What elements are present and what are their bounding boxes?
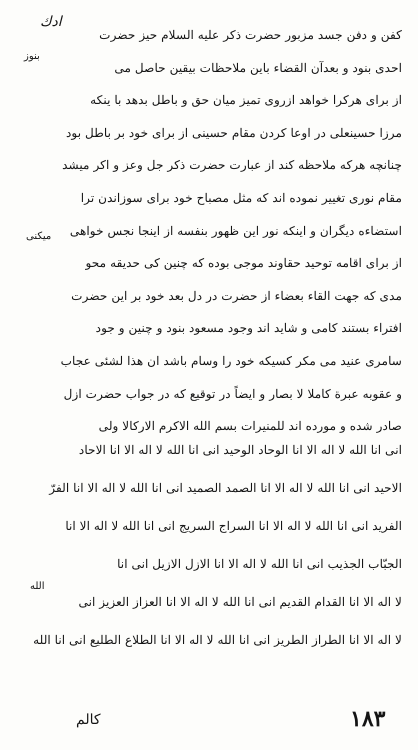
corner-note: ادك xyxy=(40,14,62,30)
margin-note: بنوز xyxy=(24,51,40,62)
text-line: لا اله الا انا الطراز الطریز انی انا الله لا اله الا انا الطلاع الطلیع انی انا الله xyxy=(33,633,402,648)
margin-note: میکنی xyxy=(26,231,52,242)
catchword: کالم xyxy=(76,712,101,728)
text-line: سامری عنید می مکر کسیکه خود را وسام باشد ان هذا لشئی عجاب xyxy=(60,353,402,368)
text-line: لا اله الا انا القدام القدیم انی انا الله لا اله الا انا العزاز العزیز انی xyxy=(78,595,402,610)
text-line: صادر شده و مورده اند للمنیرات بسم الله الاکرم الارکالا ولی xyxy=(98,419,402,434)
text-line: و عقوبه عبرة کاملا لا بصار و ایضاً در توقیع که در جواب حضرت ازل xyxy=(63,386,402,401)
text-line: الفرید انی انا الله لا اله الا انا السراج السریج انی انا الله لا اله الا انا xyxy=(65,519,402,534)
text-line: مرزا حسینعلی در اوعا کردن مقام حسینی از برای خود بر باطل بود xyxy=(65,125,402,140)
text-line: استضاءه دیگران و اینکه نور این ظهور بنفسه از اینجا نجس خواهی xyxy=(69,223,402,238)
text-line: الاحید انی انا الله لا اله الا انا الصمد الصمید انی انا الله لا اله الا انا الفرّ xyxy=(49,481,402,496)
text-line: کفن و دفن جسد مزبور حضرت ذکر علیه السلام حیز حضرت xyxy=(99,28,402,42)
text-line: الجبّاب الجذیب انی انا الله لا اله الا انا الازل الازیل انی انا xyxy=(117,557,402,572)
text-line: احدی بنود و بعدآن القضاء باین ملاحظات بیقین حاصل می xyxy=(114,60,402,75)
text-line: مدی که جهت القاء بعضاء از حضرت در دل بعد خود بر این حضرت xyxy=(71,288,402,303)
text-line: چنانچه هرکه ملاحظه کند از عبارت حضرت ذکر جل وعز و اکر میشد xyxy=(62,158,402,173)
text-body xyxy=(22,28,402,647)
text-line: از برای هرکرا خواهد ازروی تمیز میان حق و باطل بدهد با ینکه xyxy=(90,93,402,108)
text-line: انی انا الله لا اله الا انا الوحاد الوحید انی انا الله لا اله الا انا الاحاد xyxy=(78,443,402,458)
text-line: افتراء بستند کامی و شاید اند وجود مسعود بنود و چنین و جود xyxy=(95,321,402,336)
text-line: مقام نوری تغییر نموده اند که مثل مصباح خود برای سوزاندن ترا xyxy=(80,190,402,205)
page-number: ۱۸۳ xyxy=(350,706,386,732)
margin-note: الله xyxy=(30,581,45,592)
text-line: از برای اقامه توحید حقاوند موجی بوده که چنین کی حدیقه محو xyxy=(85,256,402,271)
